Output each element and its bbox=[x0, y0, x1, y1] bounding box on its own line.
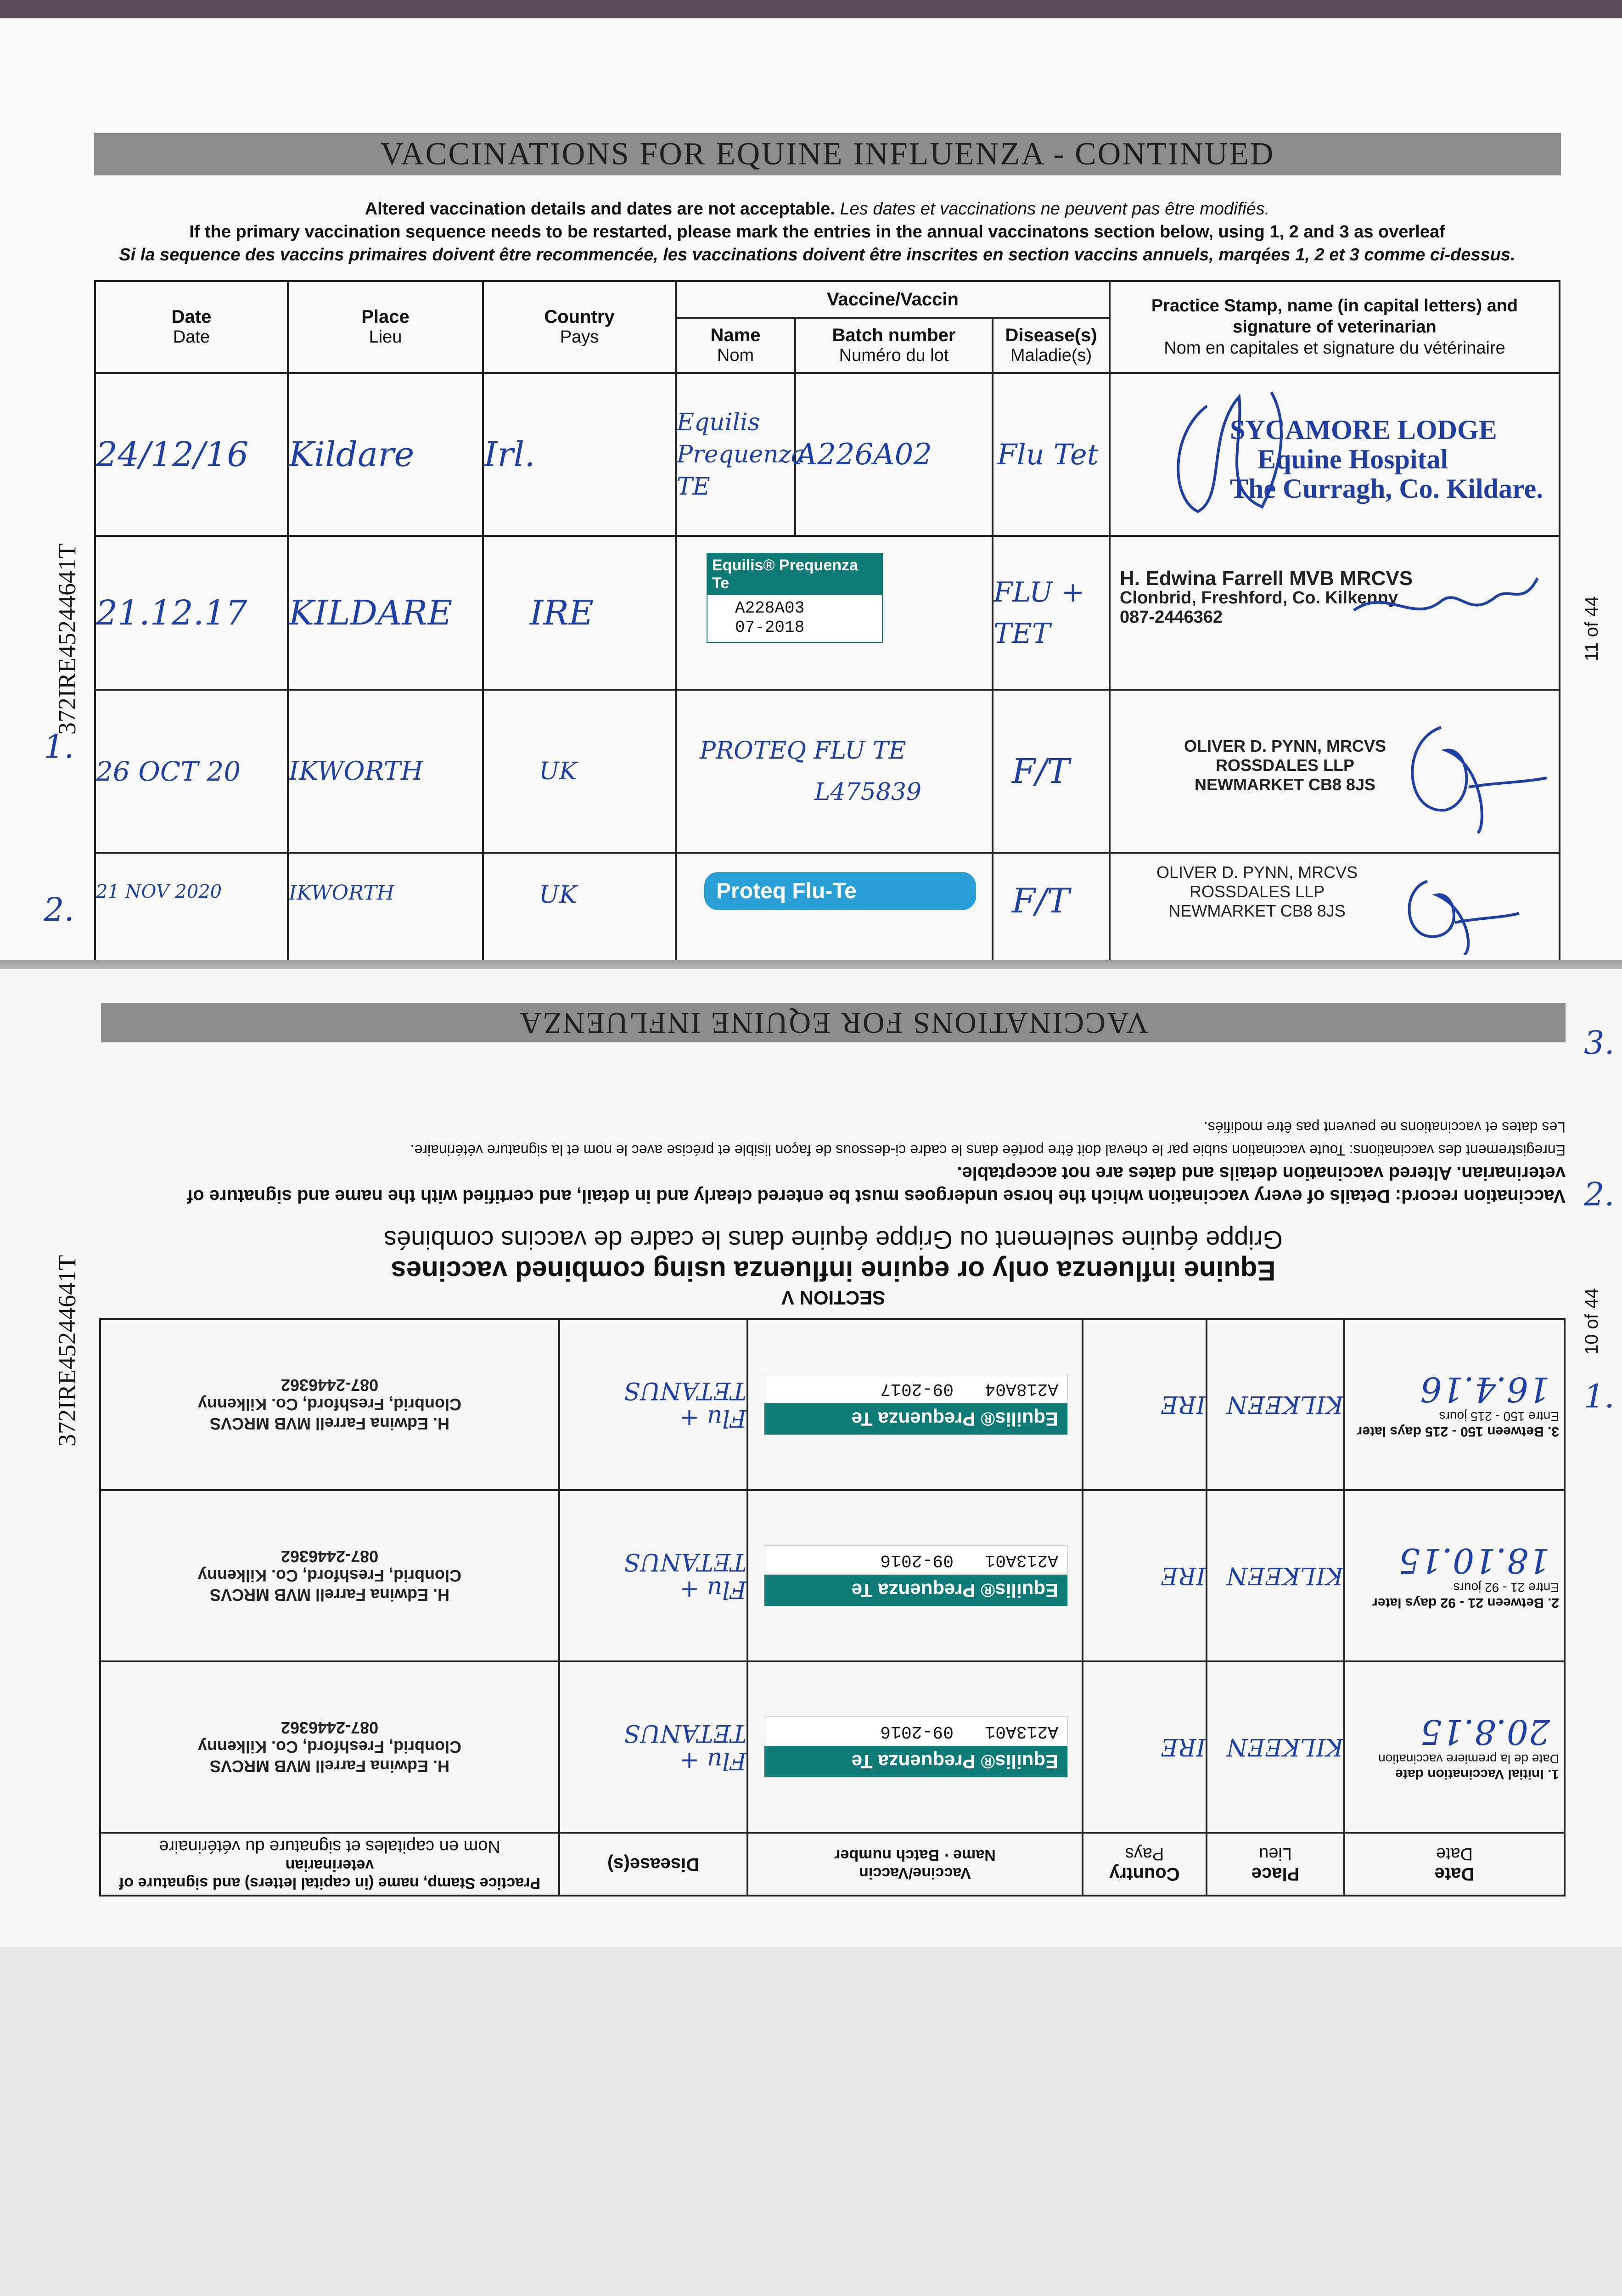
intro-line1-fr: Les dates et vaccinations ne peuvent pas être modifiés. bbox=[840, 199, 1270, 219]
row-date: 16.4.16 bbox=[1420, 1369, 1550, 1409]
table-row bbox=[100, 1490, 1565, 1661]
row-disease: Flu + TETANUS bbox=[559, 1661, 747, 1833]
section-label: SECTION V bbox=[781, 1287, 886, 1309]
row-vaccine-label-cell bbox=[676, 536, 993, 690]
practice-stamp: H. Edwina Farrell MVB MRCVS Clonbrid, Freshford, Co. Kilkenny 087-2446362 bbox=[100, 1319, 559, 1490]
row-disease: F/T bbox=[993, 690, 1110, 853]
header-country: Country Pays bbox=[483, 281, 676, 373]
row-vaccine-name: PROTEQ FLU TE L475839 bbox=[676, 690, 993, 853]
row-country: IRE bbox=[1083, 1661, 1207, 1833]
row-date-cell: 1. Initial Vaccination date Date de la premiere vaccination 20.8.15 bbox=[1344, 1661, 1565, 1833]
row-country: IRE bbox=[1083, 1319, 1207, 1490]
page-title-banner bbox=[94, 133, 1561, 175]
row-disease: Flu Tet bbox=[993, 373, 1110, 536]
intro-text bbox=[73, 197, 1561, 266]
row-number: 2. bbox=[44, 891, 74, 929]
page-number-top: 11 of 44 bbox=[1582, 596, 1602, 661]
row-place: IKWORTH bbox=[288, 853, 483, 974]
sticker-batch: A228A03 bbox=[735, 599, 805, 618]
table-row bbox=[100, 1319, 1565, 1490]
section-title-banner bbox=[101, 1003, 1566, 1042]
row-place: Kildare bbox=[288, 373, 483, 536]
practice-stamp: OLIVER D. PYNN, MRCVS ROSSDALES LLP NEWMARKET CB8 8JS bbox=[1184, 737, 1386, 794]
row-country: IRE bbox=[1083, 1490, 1207, 1661]
row-number: 1. bbox=[44, 728, 74, 765]
row-number: 3. bbox=[1584, 1024, 1615, 1062]
vaccine-sticker: Equilis® Prequenza Te A213A01 09-2016 bbox=[764, 1716, 1068, 1778]
page-underside bbox=[0, 1947, 1622, 2296]
section-header bbox=[101, 1225, 1566, 1309]
header-place: Place Lieu bbox=[1207, 1833, 1344, 1896]
passport-id-bottom: 372IRE45244641T bbox=[53, 1255, 81, 1446]
row-disease: FLU + TET bbox=[993, 536, 1110, 690]
row-disease: Flu + TETANUS bbox=[559, 1319, 747, 1490]
row-number: 2. bbox=[1584, 1176, 1615, 1213]
signature-icon bbox=[1386, 704, 1551, 842]
row-number: 1. bbox=[1584, 1378, 1615, 1415]
section-instructions: Vaccination record: Details of every vaccination which the horse undergoes must be entered clearly and in detail, and certified with the name and signature of veterinarian. Altered vaccination details and dates are not acceptable. Enregistrement des vaccinations: Toute vaccination subie par le cheval doit être portée dans le cadre ci-dessous de façon lisible et précise avec le nom et la signature vétérinaire. Les dates et vaccinations ne peuvent pas être modifiés. bbox=[187, 1119, 1566, 1206]
intro-line3: Si la sequence des vaccins primaires doivent être recommencée, les vaccinations doivent être inscrites en section vaccins annuels, marqées 1, 2 et 3 comme ci-dessus. bbox=[119, 245, 1515, 264]
proteq-sticker bbox=[704, 872, 976, 910]
row-stamp bbox=[1110, 536, 1560, 690]
page-title: VACCINATIONS FOR EQUINE INFLUENZA - CONTINUED bbox=[380, 136, 1275, 172]
row-disease: F/T bbox=[993, 853, 1110, 974]
header-date: Date Date bbox=[95, 281, 288, 373]
vaccine-sticker: Equilis® Prequenza Te A213A01 09-2016 bbox=[764, 1545, 1068, 1606]
header-practice: Practice Stamp, name (in capital letters) and signature of veterinarian Nom en capitales et signature du vétérinaire bbox=[100, 1833, 559, 1896]
row-place: IKWORTH bbox=[288, 690, 483, 853]
table-row bbox=[100, 1661, 1565, 1833]
header-disease: Disease(s) Maladie(s) bbox=[993, 318, 1110, 373]
row-vaccine-label-cell bbox=[676, 853, 993, 974]
practice-stamp: H. Edwina Farrell MVB MRCVS Clonbrid, Freshford, Co. Kilkenny 087-2446362 bbox=[100, 1661, 559, 1833]
row-country: UK bbox=[483, 690, 676, 853]
intro-line1-bold: Altered vaccination details and dates are not acceptable. bbox=[365, 199, 835, 219]
row-date-cell: 2. Between 21 - 92 days later Entre 21 - 92 jours 18.10.15 bbox=[1344, 1490, 1565, 1661]
section-heading-fr: Grippe équine seulement ou Grippe équine dans le cadre de vaccins combinés bbox=[383, 1226, 1283, 1255]
row-vaccine-label-cell bbox=[747, 1490, 1083, 1661]
row-date: 21.12.17 bbox=[95, 536, 288, 690]
header-practice: Practice Stamp, name (in capital letters) and signature of veterinarian Nom en capitales et signature du vétérinaire bbox=[1110, 281, 1560, 373]
row-stamp bbox=[1110, 853, 1560, 974]
section-heading: Equine influenza only or equine influenza using combined vaccines bbox=[391, 1255, 1276, 1286]
row-disease: Flu + TETANUS bbox=[559, 1490, 747, 1661]
practice-stamp: OLIVER D. PYNN, MRCVS ROSSDALES LLP NEWMARKET CB8 8JS bbox=[1156, 863, 1358, 920]
page-number-bottom: 10 of 44 bbox=[1582, 1288, 1602, 1355]
header-vaccine: Vaccine/Vaccin Name · Batch number bbox=[747, 1833, 1083, 1896]
practice-stamp: H. Edwina Farrell MVB MRCVS Clonbrid, Freshford, Co. Kilkenny 087-2446362 bbox=[1120, 567, 1413, 627]
table-row bbox=[95, 853, 1560, 974]
header-batch: Batch number Numéro du lot bbox=[795, 318, 993, 373]
row-place: KILKEEN bbox=[1207, 1490, 1344, 1661]
sticker-expiry: 07-2018 bbox=[735, 618, 805, 637]
table-row bbox=[95, 690, 1560, 853]
passport-id-top: 372IRE45244641T bbox=[53, 543, 81, 735]
header-disease: Disease(s) bbox=[559, 1833, 747, 1896]
header-date: Date Date bbox=[1344, 1833, 1565, 1896]
row-date-cell: 3. Between 150 - 215 days later Entre 150 - 215 jours 16.4.16 bbox=[1344, 1319, 1565, 1490]
table-row bbox=[95, 373, 1560, 536]
row-vaccine-label-cell bbox=[747, 1319, 1083, 1490]
practice-stamp: H. Edwina Farrell MVB MRCVS Clonbrid, Freshford, Co. Kilkenny 087-2446362 bbox=[100, 1490, 559, 1661]
header-vaccine: Vaccine/Vaccin bbox=[676, 281, 1110, 318]
row-stamp bbox=[1110, 373, 1560, 536]
row-date: 26 OCT 20 bbox=[95, 690, 288, 853]
row-country: IRE bbox=[483, 536, 676, 690]
sticker-product: Equilis® Prequenza Te bbox=[707, 554, 882, 595]
row-place: KILKEEN bbox=[1207, 1661, 1344, 1833]
vaccine-sticker: Equilis® Prequenza Te A218A04 09-2017 bbox=[764, 1374, 1068, 1435]
upside-down-page bbox=[101, 978, 1566, 1896]
vaccination-table-bottom bbox=[99, 1318, 1566, 1896]
row-stamp bbox=[1110, 690, 1560, 853]
row-date: 18.10.15 bbox=[1398, 1541, 1550, 1581]
row-batch: A226A02 bbox=[795, 373, 993, 536]
page-top-edge bbox=[0, 0, 1622, 18]
header-country: Country Pays bbox=[1083, 1833, 1207, 1896]
signature-icon bbox=[1349, 569, 1542, 633]
row-date: 24/12/16 bbox=[95, 373, 288, 536]
sticker-product: Proteq Flu-Te bbox=[716, 879, 857, 903]
row-date: 21 NOV 2020 bbox=[95, 853, 288, 974]
signature-icon bbox=[1386, 863, 1524, 955]
row-country: Irl. bbox=[483, 373, 676, 536]
table-row bbox=[95, 536, 1560, 690]
row-date: 20.8.15 bbox=[1420, 1712, 1550, 1752]
header-name: Name Nom bbox=[676, 318, 795, 373]
row-place: KILDARE bbox=[288, 536, 483, 690]
row-vaccine-label-cell bbox=[747, 1661, 1083, 1833]
vaccination-table-top bbox=[94, 280, 1560, 975]
row-place: KILKEEN bbox=[1207, 1319, 1344, 1490]
intro-line2: If the primary vaccination sequence needs to be restarted, please mark the entries in the annual vaccinatons section below, using 1, 2 and 3 as overleaf bbox=[189, 222, 1445, 242]
vaccine-sticker bbox=[707, 553, 883, 643]
section-title: VACCINATIONS FOR EQUINE INFLUENZA bbox=[518, 1006, 1148, 1040]
row-country: UK bbox=[483, 853, 676, 974]
header-place: Place Lieu bbox=[288, 281, 483, 373]
row-vaccine-name: Equilis Prequenza TE bbox=[676, 373, 795, 536]
practice-stamp: SYCAMORE LODGE Equine Hospital The Curragh, Co. Kildare. bbox=[1230, 415, 1543, 504]
